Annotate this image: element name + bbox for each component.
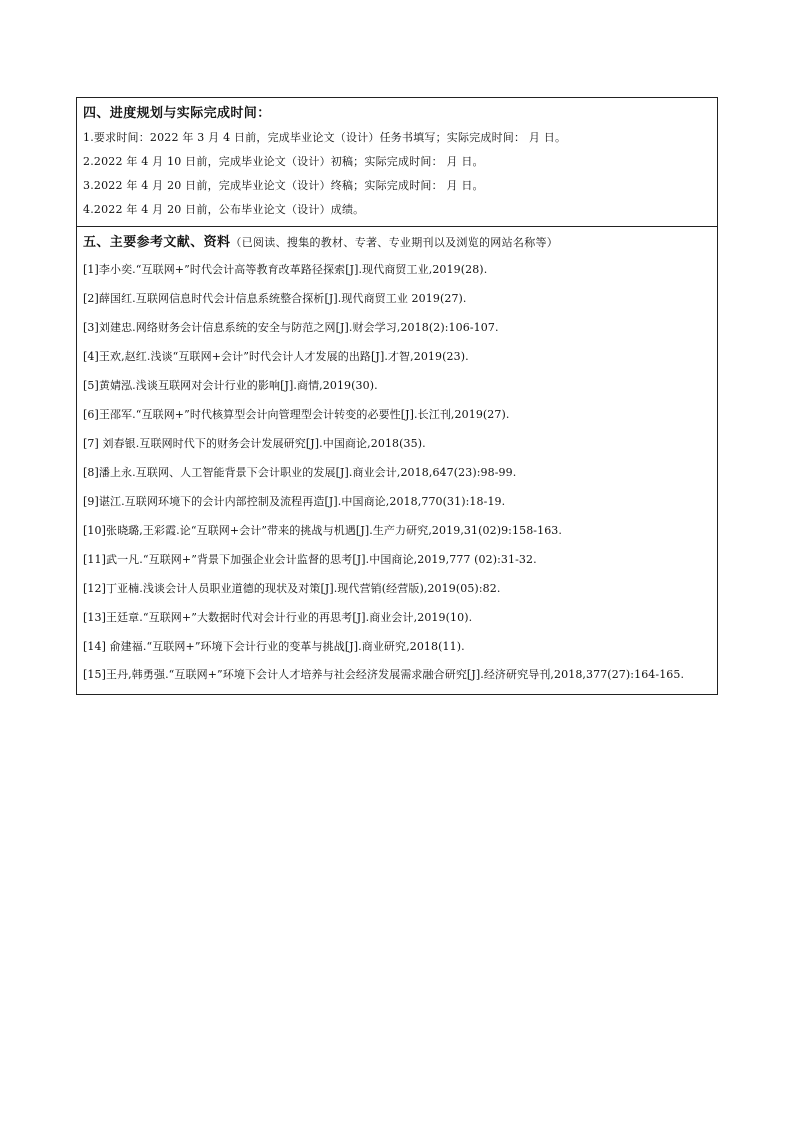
references-title-text: 五、主要参考文献、资料 [83, 235, 231, 250]
progress-line: 1.要求时间：2022 年 3 月 4 日前，完成毕业论文（设计）任务书填写；实际完成时间： 月 日。 [83, 131, 567, 144]
reference-item: [14] 俞建福.“互联网+”环境下会计行业的变革与挑战[J].商业研究,2018(11). [83, 640, 465, 653]
progress-line: 4.2022 年 4 月 20 日前，公布毕业论文（设计）成绩。 [83, 203, 365, 216]
reference-item: [4]王欢,赵红.浅谈“互联网+会计”时代会计人才发展的出路[J].才智,2019(23). [83, 350, 469, 363]
reference-item: [5]黄婧泓.浅谈互联网对会计行业的影响[J].商情,2019(30). [83, 379, 378, 392]
progress-line: 2.2022 年 4 月 10 日前，完成毕业论文（设计）初稿；实际完成时间： 月 日。 [83, 155, 484, 168]
reference-item: [9]谌江.互联网环境下的会计内部控制及流程再造[J].中国商论,2018,770(31):18-19. [83, 495, 506, 508]
reference-item: [2]薛国红.互联网信息时代会计信息系统整合探析[J].现代商贸工业 2019(27). [83, 292, 467, 305]
references-section [77, 226, 717, 694]
reference-item: [3]刘建忠.网络财务会计信息系统的安全与防范之网[J].财会学习,2018(2):106-107. [83, 321, 499, 334]
reference-item: [13]王廷章.“互联网+”大数据时代对会计行业的再思考[J].商业会计,2019(10). [83, 611, 473, 624]
reference-item: [11]武一凡.“互联网+”背景下加强企业会计监督的思考[J].中国商论,2019,777 (02):31-32. [83, 553, 537, 566]
progress-line: 3.2022 年 4 月 20 日前，完成毕业论文（设计）终稿；实际完成时间： 月 日。 [83, 179, 484, 192]
reference-item: [8]潘上永.互联网、人工智能背景下会计职业的发展[J].商业会计,2018,647(23):98-99. [83, 466, 517, 479]
references-title-note: （已阅读、搜集的教材、专著、专业期刊以及浏览的网站名称等） [230, 236, 559, 249]
reference-item: [15]王丹,韩勇强.“互联网+”环境下会计人才培养与社会经济发展需求融合研究[J].经济研究导刊,2018,377(27):164-165. [83, 668, 685, 681]
references-section-title [83, 231, 711, 255]
progress-section [77, 98, 717, 226]
progress-section-title: 四、进度规划与实际完成时间： [83, 106, 271, 121]
reference-item: [10]张晓璐,王彩霞.论“互联网+会计”带来的挑战与机遇[J].生产力研究,2019,31(02)9:158-163. [83, 524, 562, 537]
thesis-form-table [76, 97, 718, 695]
reference-item: [12]丁亚楠.浅谈会计人员职业道德的现状及对策[J].现代营销(经营版),2019(05):82. [83, 582, 501, 595]
reference-item: [7] 刘春银.互联网时代下的财务会计发展研究[J].中国商论,2018(35). [83, 437, 426, 450]
reference-item: [6]王邵军.“互联网+”时代核算型会计向管理型会计转变的必要性[J].长江刊,2019(27). [83, 408, 510, 421]
reference-item: [1]李小奕.“互联网+”时代会计高等教育改革路径探索[J].现代商贸工业,2019(28). [83, 263, 488, 276]
